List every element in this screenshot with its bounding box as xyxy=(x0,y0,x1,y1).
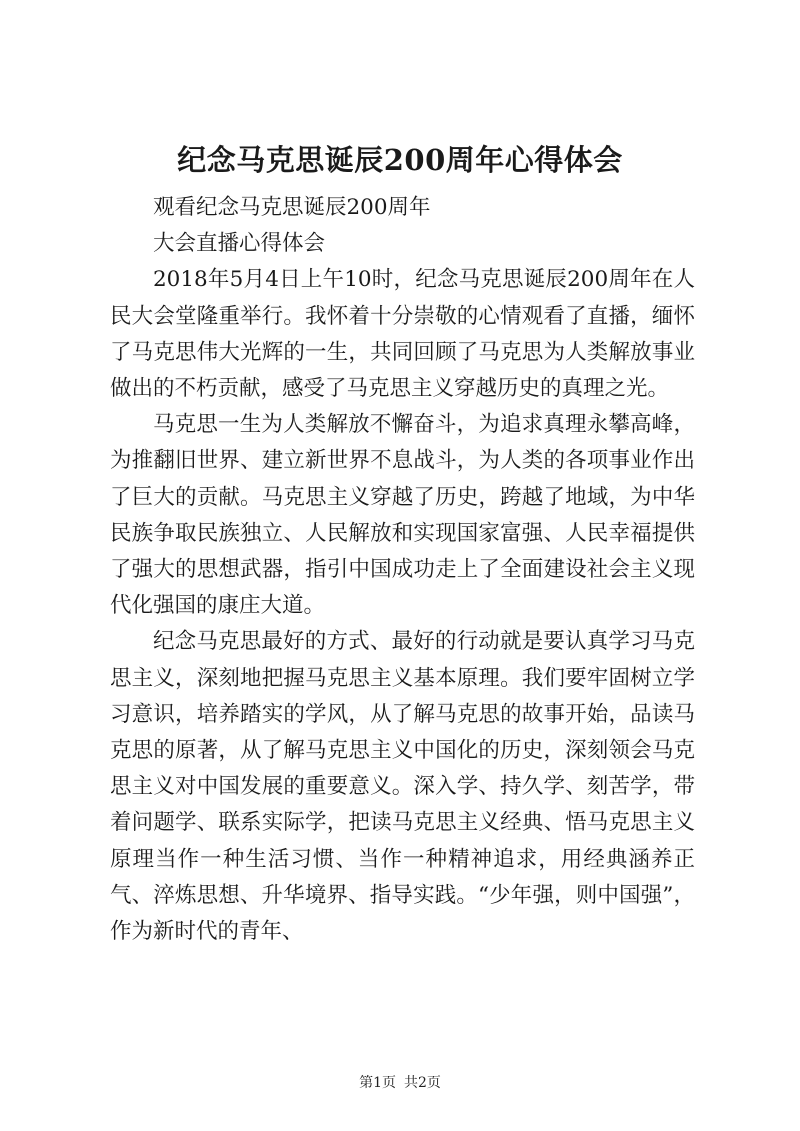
page-number: 第1页 xyxy=(359,1075,396,1091)
paragraph-1: 2018年5月4日上午10时，纪念马克思诞辰200周年在人民大会堂隆重举行。我怀着十分崇敬的心情观看了直播，缅怀了马克思伟大光辉的一生，共同回顾了马克思为人类解放事业做出的不朽贡献，感受了马克思主义穿越历史的真理之光。 xyxy=(110,267,695,402)
page-total: 共2页 xyxy=(404,1075,441,1091)
page-footer xyxy=(0,1072,800,1092)
paragraph-3: 纪念马克思最好的方式、最好的行动就是要认真学习马克思主义，深刻地把握马克思主义基本原理。我们要牢固树立学习意识，培养踏实的学风，从了解马克思的故事开始，品读马克思的原著，从了解马克思主义中国化的历史，深刻领会马克思主义对中国发展的重要意义。深入学、持久学、刻苦学，带着问题学、联系实际学，把读马克思主义经典、悟马克思主义原理当作一种生活习惯、当作一种精神追求，用经典涵养正气、淬炼思想、升华境界、指导实践。“少年强，则中国强”，作为新时代的青年、 xyxy=(110,629,695,945)
paragraph-2: 马克思一生为人类解放不懈奋斗，为追求真理永攀高峰，为推翻旧世界、建立新世界不息战斗，为人类的各项事业作出了巨大的贡献。马克思主义穿越了历史，跨越了地域，为中华民族争取民族独立、人民解放和实现国家富强、人民幸福提供了强大的思想武器，指引中国成功走上了全面建设社会主义现代化强国的康庄大道。 xyxy=(110,412,695,619)
document-title: 纪念马克思诞辰200周年心得体会 xyxy=(177,143,623,177)
document-body xyxy=(110,190,695,950)
subtitle-line-1: 观看纪念马克思诞辰200周年 xyxy=(153,195,431,220)
subtitle-line-2: 大会直播心得体会 xyxy=(153,231,326,257)
